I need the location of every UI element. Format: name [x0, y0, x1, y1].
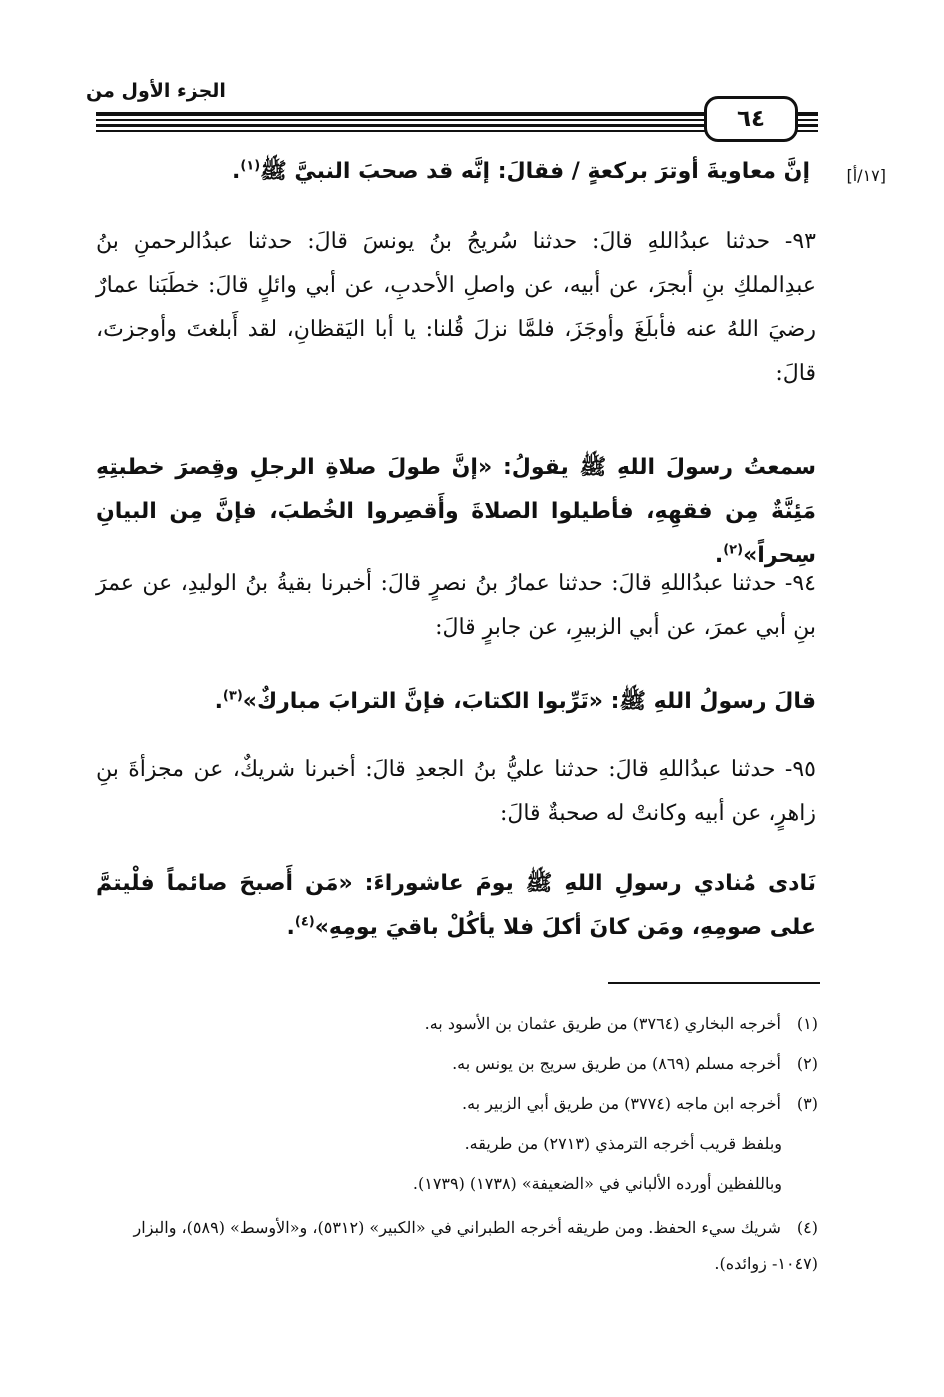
- hadith-95-matn: نَادى مُنادي رسولِ اللهِ ﷺ يومَ عاشوراءَ: «مَن أَصبحَ صائماً فلْيتمَّ على صومِهِ، ومَن كانَ أكلَ فلا يأكُلْ باقيَ يومِهِ»$^{(٤)}$.: [96, 871, 816, 940]
- footnote: (١) أخرجه البخاري (٣٧٦٤) من طريق عثمان بن الأسود به.: [424, 1014, 818, 1033]
- paragraph-continuation: إنَّ معاويةَ أوترَ بركعةٍ / فقالَ: إنَّه قد صحبَ النبيَّ ﷺ$^{(١)}$.: [231, 158, 810, 184]
- footnote-continuation: وبلفظ قريب أخرجه الترمذي (٢٧١٣) من طريقه.: [464, 1134, 782, 1153]
- footnote: (٢) أخرجه مسلم (٨٦٩) من طريق سريج بن يونس به.: [452, 1054, 818, 1073]
- hadith-94-isnad: ٩٤- حدثنا عبدُاللهِ قالَ: حدثنا عمارُ بنُ نصرٍ قالَ: أخبرنا بقيةُ بنُ الوليدِ، عن عمرَ بنِ أبي عمرَ، عن أبي الزبيرِ، عن جابرٍ قالَ:: [96, 571, 816, 640]
- running-title: الجزء الأول من: [86, 80, 226, 102]
- hadith-93-matn: سمعتُ رسولَ اللهِ ﷺ يقولُ: «إنَّ طولَ صلاةِ الرجلِ وقِصرَ خطبتِهِ مَئِنَّةٌ مِن فقهِهِ، فأطيلوا الصلاةَ وأَقصِروا الخُطبَ، فإنَّ مِن البيانِ سِحراً»$^{(٢)}$.: [96, 455, 816, 568]
- note-ref: (٣): [222, 688, 243, 704]
- note-ref: (٤): [294, 914, 315, 930]
- hadith-93-isnad: ٩٣- حدثنا عبدُاللهِ قالَ: حدثنا سُريجُ بنُ يونسَ قالَ: حدثنا عبدُالرحمنِ بنُ عبدِالملكِ بنِ أبجرَ، عن أبيه، عن واصلِ الأحدبِ، عن أبي وائلٍ قالَ: خطَبَنا عمارٌ رضيَ اللهُ عنه فأبلَغَ وأوجَزَ، فلمَّا نزلَ قُلنا: يا أبا اليَقظانِ، لقد أَبلغتَ وأوجزتَ، قالَ:: [96, 229, 816, 386]
- footnote-separator: [608, 982, 820, 984]
- footnote-continuation: وباللفظين أورده الألباني في «الضعيفة» (١٧٣٨) (١٧٣٩).: [412, 1174, 782, 1193]
- note-ref: (٢): [723, 542, 744, 558]
- manuscript-folio-marker: [١٧/أ]: [846, 166, 886, 185]
- hadith-95-isnad: ٩٥- حدثنا عبدُاللهِ قالَ: حدثنا عليُّ بنُ الجعدِ قالَ: أخبرنا شريكٌ، عن مجزأةَ بنِ زاهرٍ، عن أبيه وكانتْ له صحبةٌ قالَ:: [96, 757, 816, 826]
- footnote: (٣) أخرجه ابن ماجه (٣٧٧٤) من طريق أبي الزبير به.: [462, 1094, 818, 1113]
- footnote: (٤) شريك سيء الحفظ. ومن طريقه أخرجه الطبراني في «الكبير» (٥٣١٢)، و«الأوسط» (٥٨٩)، والبزار (١٠٤٧- زوائده).: [133, 1218, 818, 1273]
- page-number: ٦٤: [704, 96, 798, 142]
- hadith-94-matn: قالَ رسولُ اللهِ ﷺ: «تَرِّبوا الكتابَ، فإنَّ الترابَ مباركٌ»$^{(٣)}$.: [214, 688, 816, 714]
- note-ref: (١): [240, 158, 261, 174]
